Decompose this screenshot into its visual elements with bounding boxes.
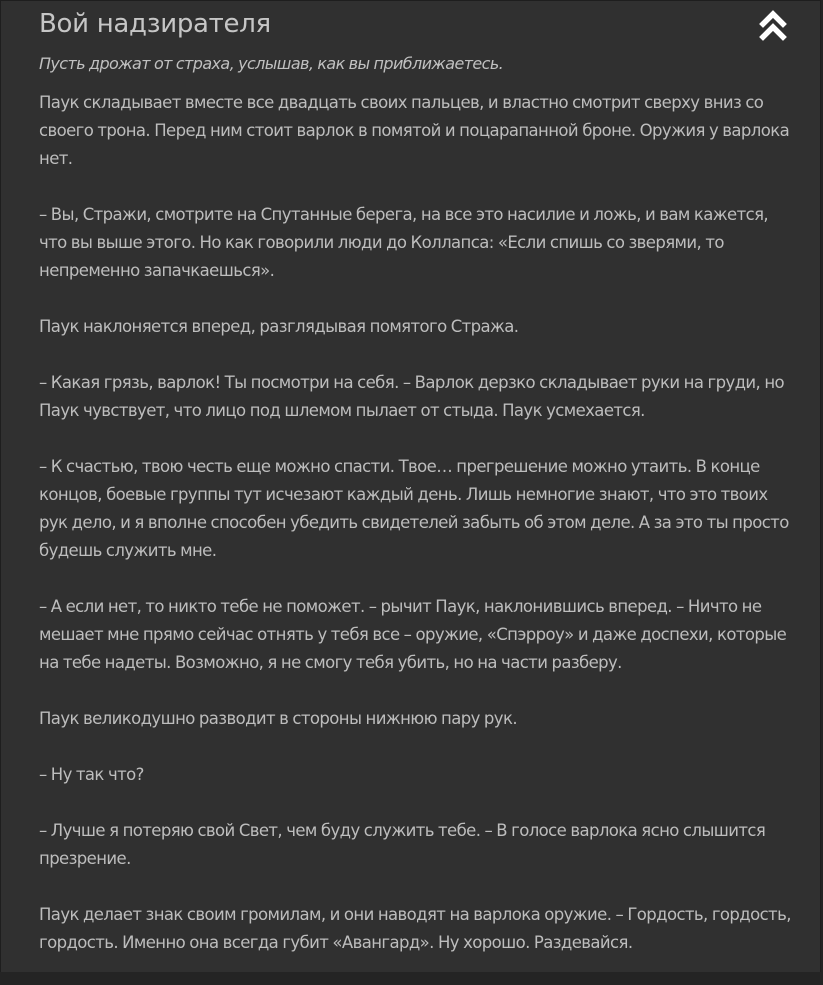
subtitle-quote: Пусть дрожат от страха, услышав, как вы приближаетесь.: [39, 54, 504, 73]
paragraph: – К счастью, твою честь еще можно спасти. Твое… прегрешение можно утаить. В конце концов, боевые группы тут исчезают каждый день. Лишь немногие знают, что это твоих рук дело, и я вполне способен убедить свидетелей забыть об этом деле. А за это ты просто будешь служить мне.: [39, 457, 789, 560]
paragraph: Паук великодушно разводит в стороны нижнюю пару рук.: [39, 709, 517, 728]
lore-body: [39, 89, 799, 985]
paragraph: Паук делает знак своим громилам, и они наводят на варлока оружие. – Гордость, гордость, гордость. Именно она всегда губит «Авангард». Ну хорошо. Раздевайся.: [39, 905, 791, 952]
collapse-button[interactable]: [758, 9, 788, 41]
paragraph: – А если нет, то никто тебе не поможет. – рычит Паук, наклонившись вперед. – Ничто не мешает мне прямо сейчас отнять у тебя все – оружие, «Спэрроу» и даже доспехи, которые на тебе надеты. Возможно, я не смогу тебя убить, но на части разберу.: [39, 597, 787, 672]
paragraph: – Лучше я потеряю свой Свет, чем буду служить тебе. – В голосе варлока ясно слышится презрение.: [39, 821, 766, 868]
double-chevron-up-icon: [758, 9, 788, 41]
page-title: Вой надзирателя: [39, 9, 271, 39]
panel-header: [39, 1, 820, 51]
paragraph: Паук складывает вместе все двадцать своих пальцев, и властно смотрит сверху вниз со своего трона. Перед ним стоит варлок в помятой и поцарапанной броне. Оружия у варлока нет.: [39, 93, 790, 168]
paragraph: – Вы, Стражи, смотрите на Спутанные берега, на все это насилие и ложь, и вам кажется, что вы выше этого. Но как говорили люди до Коллапса: «Если спишь со зверями, то непременно запачкаешься».: [39, 205, 769, 280]
paragraph: – Какая грязь, варлок! Ты посмотри на себя. – Варлок дерзко складывает руки на груди, но Паук чувствует, что лицо под шлемом пылает от стыда. Паук усмехается.: [39, 373, 785, 420]
paragraph: Паук наклоняется вперед, разглядывая помятого Стража.: [39, 317, 519, 336]
paragraph: – Ну так что?: [39, 765, 144, 784]
